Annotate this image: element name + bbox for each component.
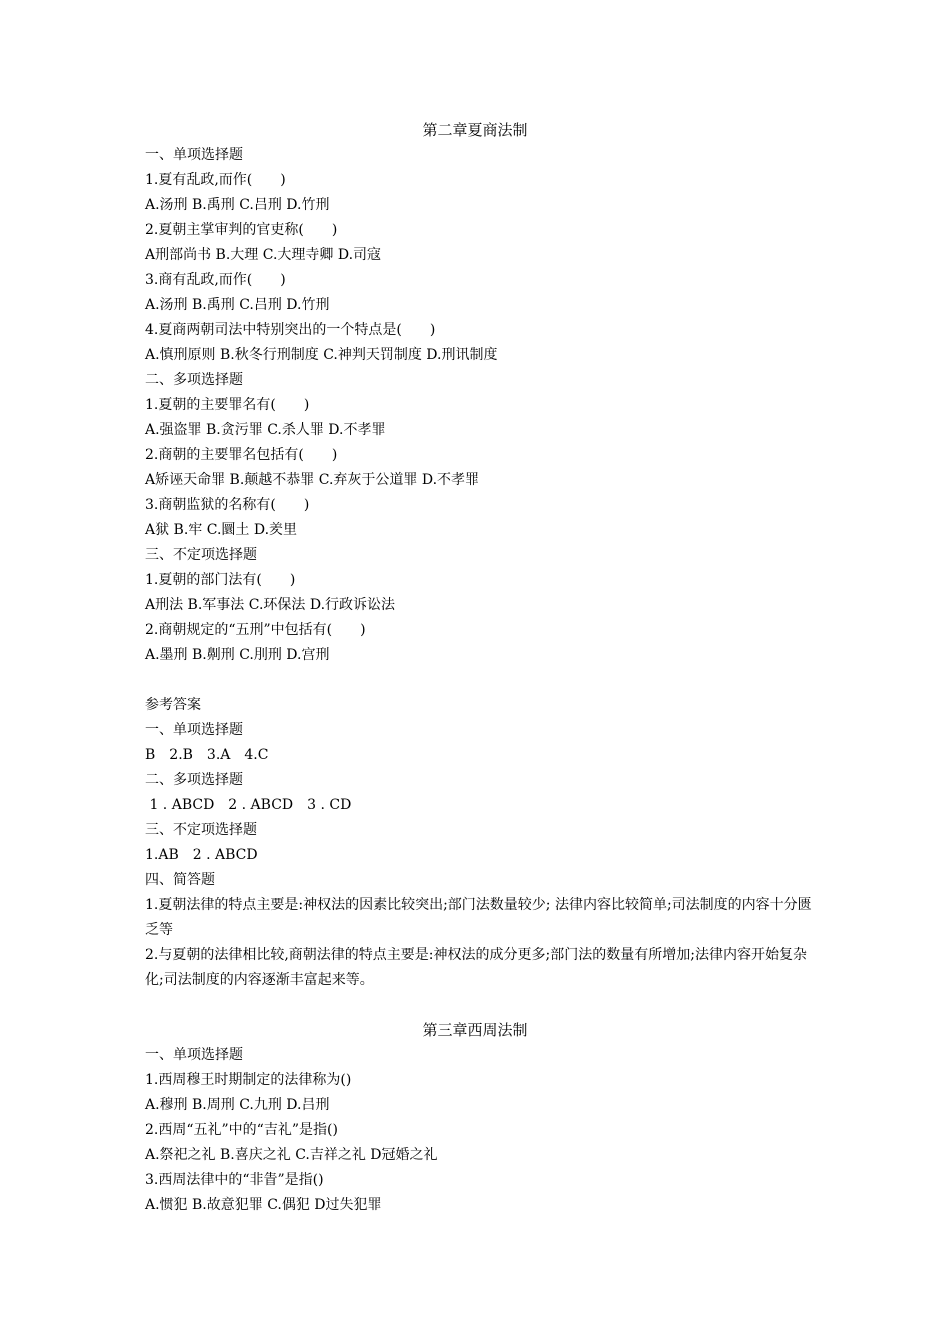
answers-heading: 参考答案: [145, 697, 201, 713]
short-answer-2: 2.与夏朝的法律相比较,商朝法律的特点主要是:神权法的成分更多;部门法的数量有所增加;法律内容开始复杂化;司法制度的内容逐渐丰富起来等。: [145, 947, 807, 988]
question-line: 3.西周法律中的“非眚”是指(): [145, 1172, 324, 1188]
section-heading: 一、单项选择题: [145, 722, 243, 738]
question-line: 2.夏朝主掌审判的官吏称( ): [145, 222, 338, 238]
chapter-3-body: [145, 1043, 845, 1218]
section-heading: 三、不定项选择题: [145, 547, 257, 563]
document-content: [145, 118, 845, 1218]
options-line: A刑部尚书 B.大理 C.大理寺卿 D.司寇: [145, 247, 382, 263]
question-line: 1.夏朝的主要罪名有( ): [145, 397, 310, 413]
answer-line: 1 . ABCD 2 . ABCD 3 . CD: [145, 797, 352, 813]
options-line: A.惯犯 B.故意犯罪 C.偶犯 D过失犯罪: [145, 1197, 382, 1213]
question-line: 2.商朝规定的“五刑”中包括有( ): [145, 622, 366, 638]
section-heading: 三、不定项选择题: [145, 822, 257, 838]
chapter-3-title: 第三章西周法制: [422, 1021, 528, 1039]
options-line: A矫诬天命罪 B.颠越不恭罪 C.弃灰于公道罪 D.不孝罪: [145, 472, 480, 488]
answer-line: B 2.B 3.A 4.C: [145, 747, 269, 763]
spacer: [145, 668, 845, 693]
spacer: [145, 993, 845, 1018]
question-line: 3.商朝监狱的名称有( ): [145, 497, 310, 513]
chapter-2-body: [145, 143, 845, 668]
options-line: A.穆刑 B.周刑 C.九刑 D.吕刑: [145, 1097, 330, 1113]
answers-section: [145, 693, 845, 993]
chapter-2-title: 第二章夏商法制: [422, 121, 528, 139]
options-line: A.汤刑 B.禹刑 C.吕刑 D.竹刑: [145, 297, 330, 313]
question-line: 4.夏商两朝司法中特别突出的一个特点是( ): [145, 322, 436, 338]
options-line: A.祭祀之礼 B.喜庆之礼 C.吉祥之礼 D冠婚之礼: [145, 1147, 438, 1163]
question-line: 2.西周“五礼”中的“吉礼”是指(): [145, 1122, 338, 1138]
section-heading: 一、单项选择题: [145, 1047, 243, 1063]
options-line: A.强盗罪 B.贪污罪 C.杀人罪 D.不孝罪: [145, 422, 386, 438]
question-line: 1.夏有乱政,而作( ): [145, 172, 286, 188]
options-line: A.墨刑 B.劓刑 C.刖刑 D.宫刑: [145, 647, 330, 663]
question-line: 3.商有乱政,而作( ): [145, 272, 286, 288]
answer-line: 1.AB 2 . ABCD: [145, 847, 258, 863]
section-heading: 一、单项选择题: [145, 147, 243, 163]
question-line: 2.商朝的主要罪名包括有( ): [145, 447, 338, 463]
question-line: 1.夏朝的部门法有( ): [145, 572, 296, 588]
question-line: 1.西周穆王时期制定的法律称为(): [145, 1072, 352, 1088]
section-heading: 四、简答题: [145, 872, 215, 888]
options-line: A刑法 B.军事法 C.环保法 D.行政诉讼法: [145, 597, 396, 613]
section-heading: 二、多项选择题: [145, 372, 243, 388]
options-line: A.汤刑 B.禹刑 C.吕刑 D.竹刑: [145, 197, 330, 213]
section-heading: 二、多项选择题: [145, 772, 243, 788]
options-line: A狱 B.牢 C.圜土 D.羑里: [145, 522, 298, 538]
short-answer-1: 1.夏朝法律的特点主要是:神权法的因素比较突出;部门法数量较少; 法律内容比较简单;司法制度的内容十分匮乏等: [145, 897, 812, 938]
options-line: A.慎刑原则 B.秋冬行刑制度 C.神判天罚制度 D.刑讯制度: [145, 347, 498, 363]
